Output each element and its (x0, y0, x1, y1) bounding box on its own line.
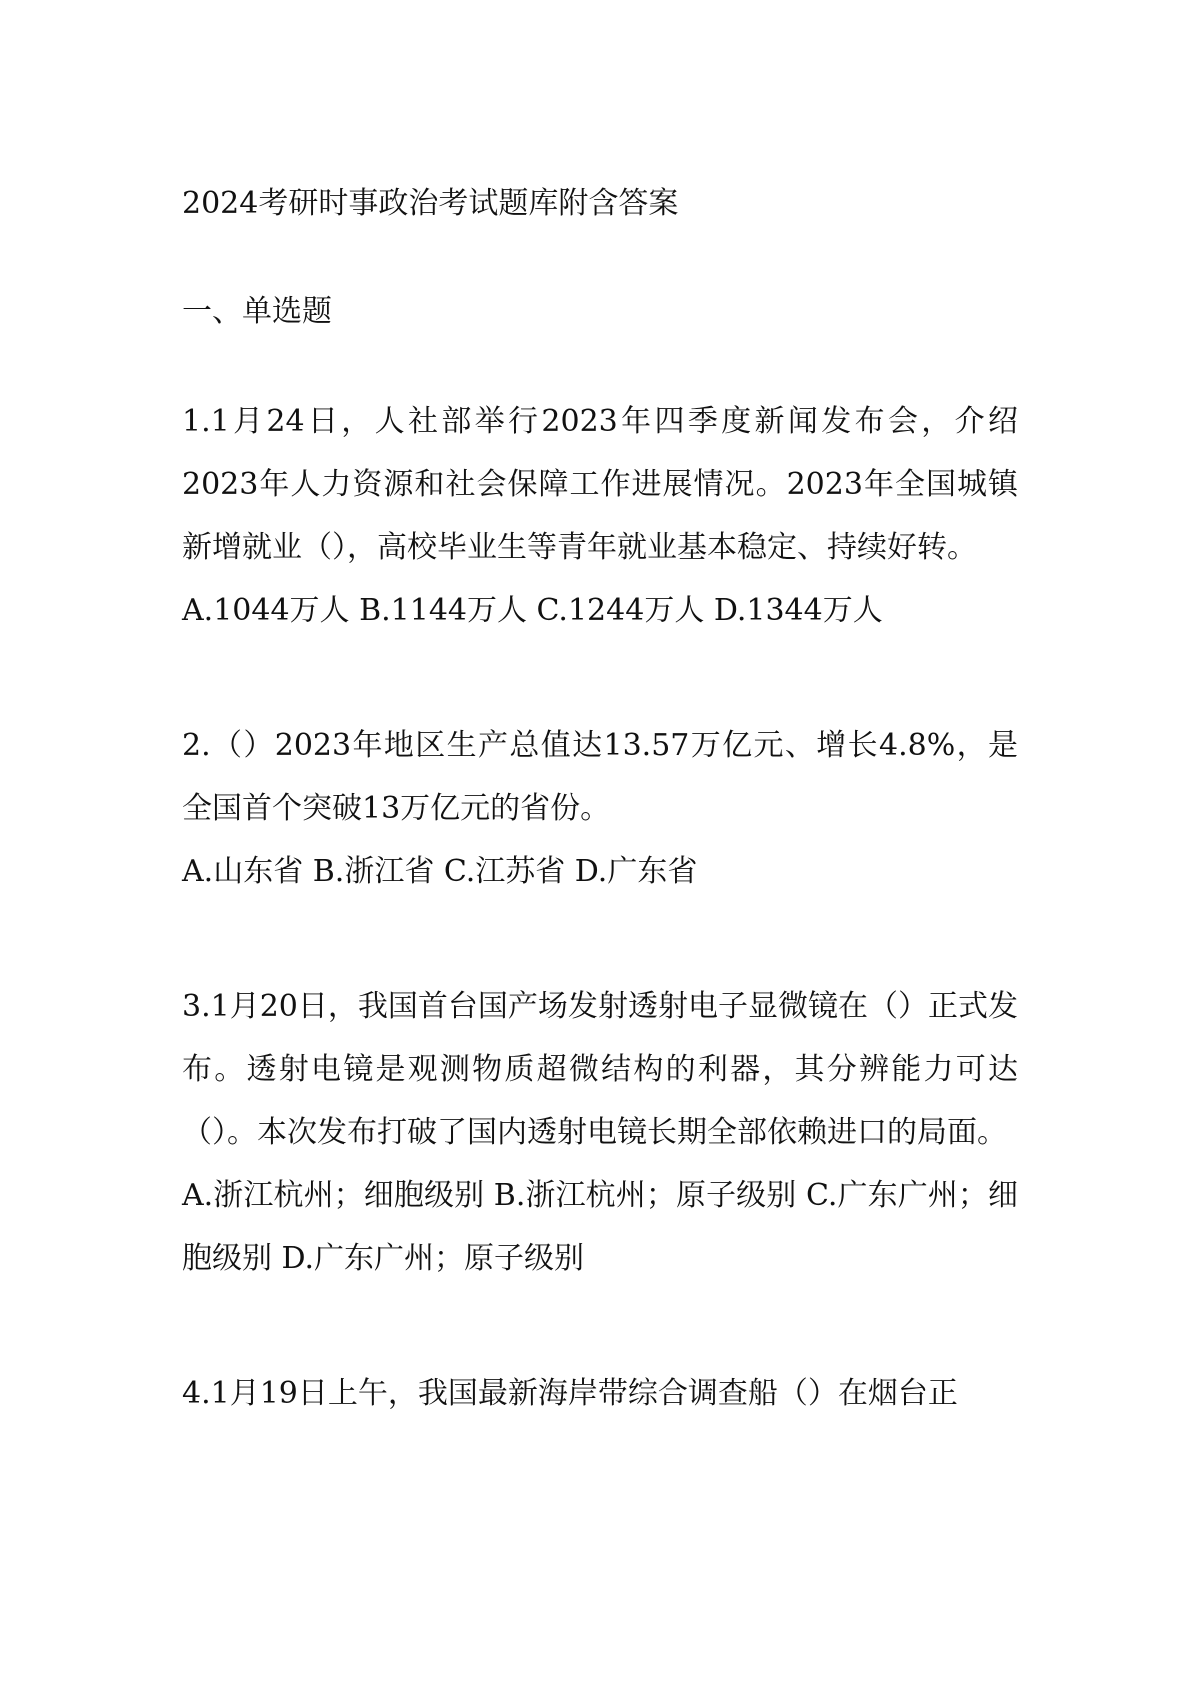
question-item (182, 714, 1018, 903)
question-options: A.浙江杭州；细胞级别 B.浙江杭州；原子级别 C.广东广州；细胞级别 D.广东广州；原子级别 (182, 1178, 1018, 1276)
question-stem: 1.1月24日，人社部举行2023年四季度新闻发布会，介绍2023年人力资源和社会保障工作进展情况。2023年全国城镇新增就业（），高校毕业生等青年就业基本稳定、持续好转。 (182, 404, 1018, 565)
document-page (182, 182, 1018, 1497)
question-item (182, 1362, 1018, 1425)
question-options: A.1044万人 B.1144万人 C.1244万人 D.1344万人 (182, 593, 883, 628)
question-stem: 4.1月19日上午，我国最新海岸带综合调查船（）在烟台正 (182, 1376, 958, 1411)
document-title: 2024考研时事政治考试题库附含答案 (182, 186, 679, 221)
question-options: A.山东省 B.浙江省 C.江苏省 D.广东省 (182, 854, 698, 889)
question-stem: 2.（）2023年地区生产总值达13.57万亿元、增长4.8%，是全国首个突破13万亿元的省份。 (182, 728, 1018, 826)
section-heading: 一、单选题 (182, 294, 332, 329)
question-item (182, 390, 1018, 642)
question-stem: 3.1月20日，我国首台国产场发射透射电子显微镜在（）正式发布。透射电镜是观测物质超微结构的利器，其分辨能力可达（）。本次发布打破了国内透射电镜长期全部依赖进口的局面。 (182, 989, 1018, 1150)
question-item (182, 975, 1018, 1290)
